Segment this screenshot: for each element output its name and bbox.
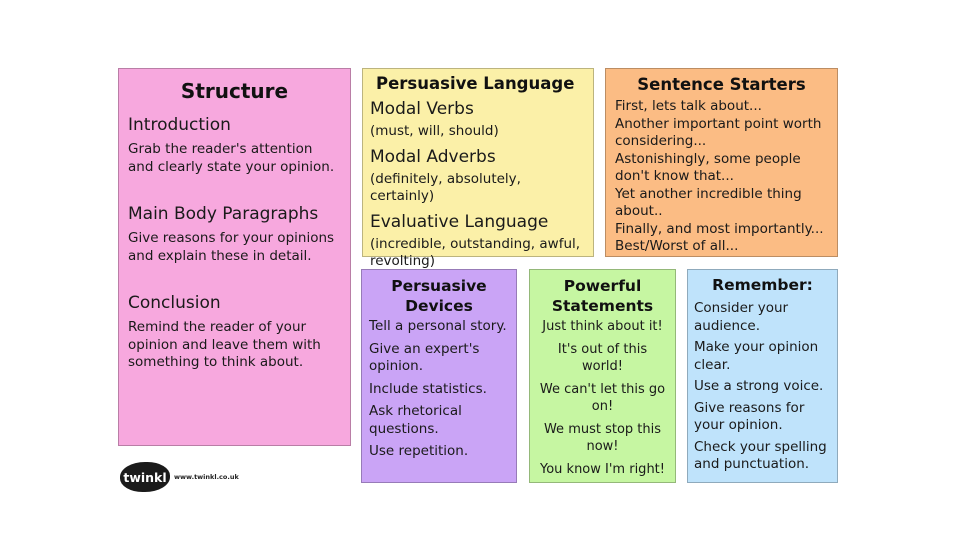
persuasive-device-item: Use repetition. xyxy=(369,443,469,459)
powerful-statements-title: Powerful Statements xyxy=(551,277,654,315)
conclusion-heading: Conclusion xyxy=(128,293,221,313)
sentence-starters-panel xyxy=(605,68,838,257)
modal-verbs-heading: Modal Verbs xyxy=(370,99,474,119)
persuasive-devices-title: Persuasive Devices xyxy=(391,277,487,315)
powerful-statement-item: It's out of this world! xyxy=(557,341,648,374)
remember-panel xyxy=(687,269,838,483)
twinkl-logo xyxy=(120,460,239,494)
introduction-text: Grab the reader's attention and clearly state your opinion. xyxy=(128,141,335,175)
evaluative-language-text: (incredible, outstanding, awful, revolting) xyxy=(370,235,581,269)
persuasive-device-item: Ask rhetorical questions. xyxy=(369,403,462,437)
persuasive-language-title: Persuasive Language xyxy=(376,74,575,93)
sentence-starters-title: Sentence Starters xyxy=(637,75,806,94)
remember-item: Consider your audience. xyxy=(694,300,789,334)
introduction-heading: Introduction xyxy=(128,115,231,135)
structure-title: Structure xyxy=(180,79,289,103)
modal-adverbs-text: (definitely, absolutely, certainly) xyxy=(370,170,521,204)
main-body-text: Give reasons for your opinions and explain these in detail. xyxy=(128,230,335,264)
remember-item: Check your spelling and punctuation. xyxy=(694,438,827,472)
evaluative-language-heading: Evaluative Language xyxy=(370,211,549,232)
sentence-starter-item: First, lets talk about... xyxy=(615,98,762,114)
modal-verbs-text: (must, will, should) xyxy=(370,123,499,139)
remember-item: Give reasons for your opinion. xyxy=(694,399,805,433)
twinkl-url: www.twinkl.co.uk xyxy=(174,473,239,481)
persuasive-language-panel xyxy=(362,68,594,269)
modal-adverbs-heading: Modal Adverbs xyxy=(370,146,496,167)
structure-panel xyxy=(118,68,351,446)
persuasive-device-item: Include statistics. xyxy=(369,380,487,397)
persuasive-device-item: Give an expert's opinion. xyxy=(369,340,480,374)
remember-item: Make your opinion clear. xyxy=(694,339,819,373)
sentence-starter-item: Yet another incredible thing about.. xyxy=(615,185,802,219)
powerful-statement-item: You know I'm right! xyxy=(540,461,665,477)
persuasive-device-item: Tell a personal story. xyxy=(369,318,507,334)
twinkl-logo-badge: twinkl xyxy=(120,462,170,492)
main-body-heading: Main Body Paragraphs xyxy=(128,204,319,224)
powerful-statement-item: We must stop this now! xyxy=(543,421,662,454)
remember-item: Use a strong voice. xyxy=(694,378,824,394)
sentence-starter-item: Astonishingly, some people don't know that... xyxy=(615,150,801,184)
persuasive-devices-panel xyxy=(361,269,517,483)
sentence-starter-item: Another important point worth considering... xyxy=(615,115,822,149)
sentence-starter-item: Finally, and most importantly... xyxy=(615,220,824,237)
powerful-statement-item: Just think about it! xyxy=(542,319,663,334)
sentence-starter-item: Best/Worst of all... xyxy=(615,238,739,254)
powerful-statement-item: We can't let this go on! xyxy=(539,381,666,414)
remember-title: Remember: xyxy=(712,276,813,294)
conclusion-text: Remind the reader of your opinion and leave them with something to think about. xyxy=(128,319,321,370)
powerful-statements-panel xyxy=(529,269,676,483)
